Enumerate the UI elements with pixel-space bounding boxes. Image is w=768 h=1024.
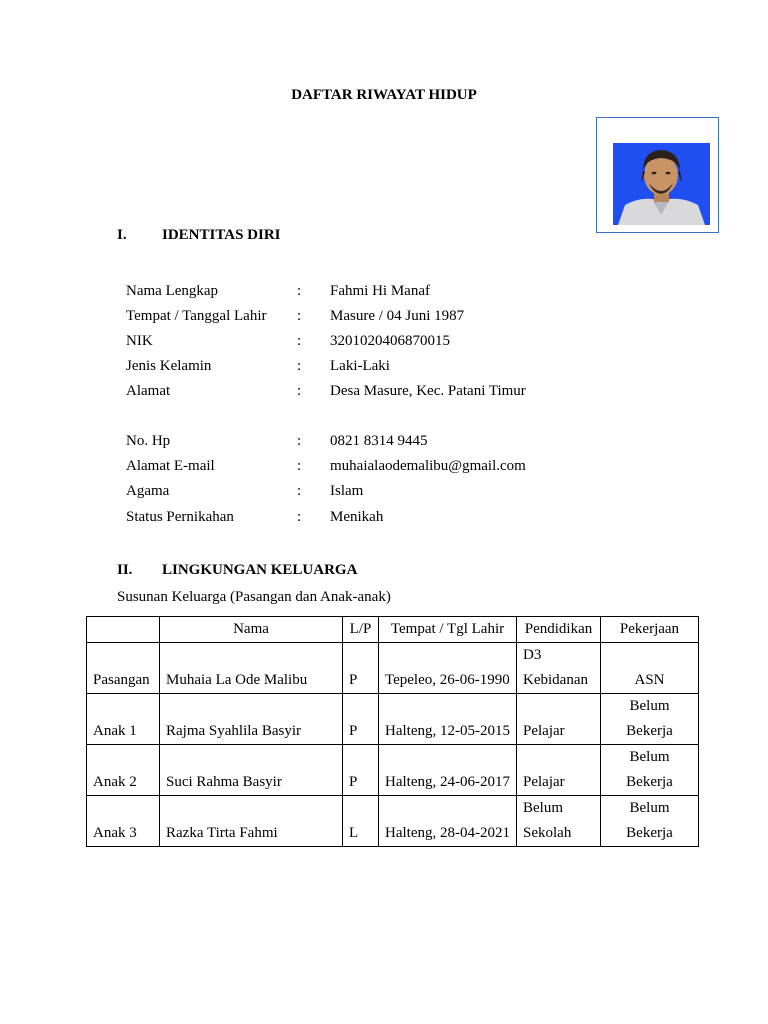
identity-value: Fahmi Hi Manaf <box>330 283 430 299</box>
table-row <box>87 643 699 694</box>
identity-label: Alamat E-mail <box>126 458 215 474</box>
table-cell-relation: Pasangan <box>87 643 160 694</box>
identity-row-nama <box>126 283 726 303</box>
identity-value: Desa Masure, Kec. Patani Timur <box>330 383 526 399</box>
section-family-heading <box>117 562 517 582</box>
table-cell-gender: P <box>343 745 379 796</box>
table-row <box>87 745 699 796</box>
identity-label: Agama <box>126 483 170 499</box>
identity-colon: : <box>297 308 302 324</box>
identity-row-email <box>126 458 726 478</box>
section-title: IDENTITAS DIRI <box>162 227 281 243</box>
identity-colon: : <box>297 283 302 299</box>
section-title: LINGKUNGAN KELUARGA <box>162 562 358 578</box>
section-identity-heading <box>117 227 517 247</box>
table-cell-birth: Tepeleo, 26-06-1990 <box>379 643 517 694</box>
table-cell-gender: P <box>343 643 379 694</box>
table-cell-birth: Halteng, 24-06-2017 <box>379 745 517 796</box>
identity-label: NIK <box>126 333 153 349</box>
table-cell-name: Muhaia La Ode Malibu <box>160 643 343 694</box>
table-cell-education: Belum Sekolah <box>517 796 601 847</box>
family-subtitle: Susunan Keluarga (Pasangan dan Anak-anak) <box>117 589 391 605</box>
table-header: Pekerjaan <box>601 617 699 643</box>
identity-row-phone <box>126 433 726 453</box>
identity-value: Menikah <box>330 509 384 525</box>
table-cell-name: Rajma Syahlila Basyir <box>160 694 343 745</box>
section-number: I. <box>117 227 127 243</box>
table-cell-birth: Halteng, 28-04-2021 <box>379 796 517 847</box>
table-header: L/P <box>343 617 379 643</box>
table-cell-gender: P <box>343 694 379 745</box>
person-portrait-icon <box>613 143 710 225</box>
identity-value: muhaialaodemalibu@gmail.com <box>330 458 526 474</box>
table-cell-occupation: Belum Bekerja <box>601 694 699 745</box>
table-cell-birth: Halteng, 12-05-2015 <box>379 694 517 745</box>
identity-label: Nama Lengkap <box>126 283 219 299</box>
identity-label: Alamat <box>126 383 171 399</box>
table-cell-education: Pelajar <box>517 694 601 745</box>
document-title: DAFTAR RIWAYAT HIDUP <box>291 87 477 103</box>
table-cell-relation: Anak 2 <box>87 745 160 796</box>
identity-row-nik <box>126 333 726 353</box>
table-cell-gender: L <box>343 796 379 847</box>
identity-colon: : <box>297 458 302 474</box>
table-cell-occupation: ASN <box>601 643 699 694</box>
identity-colon: : <box>297 358 302 374</box>
table-cell-relation: Anak 3 <box>87 796 160 847</box>
identity-row-gender <box>126 358 726 378</box>
table-cell-occupation: Belum Bekerja <box>601 745 699 796</box>
identity-value: Islam <box>330 483 364 499</box>
identity-label: Status Pernikahan <box>126 509 234 525</box>
section-number: II. <box>117 562 133 578</box>
table-header <box>87 617 160 643</box>
table-cell-relation: Anak 1 <box>87 694 160 745</box>
identity-value: Laki-Laki <box>330 358 390 374</box>
identity-value: Masure / 04 Juni 1987 <box>330 308 465 324</box>
table-cell-education: Pelajar <box>517 745 601 796</box>
identity-value: 3201020406870015 <box>330 333 450 349</box>
identity-value: 0821 8314 9445 <box>330 433 428 449</box>
table-header: Nama <box>160 617 343 643</box>
identity-colon: : <box>297 483 302 499</box>
table-row <box>87 694 699 745</box>
identity-colon: : <box>297 383 302 399</box>
profile-photo <box>613 143 710 225</box>
identity-row-religion <box>126 483 726 503</box>
table-cell-name: Suci Rahma Basyir <box>160 745 343 796</box>
table-row <box>87 796 699 847</box>
identity-label: Jenis Kelamin <box>126 358 212 374</box>
identity-colon: : <box>297 509 302 525</box>
table-header: Tempat / Tgl Lahir <box>379 617 517 643</box>
table-cell-name: Razka Tirta Fahmi <box>160 796 343 847</box>
photo-frame <box>596 117 719 233</box>
identity-colon: : <box>297 333 302 349</box>
identity-label: No. Hp <box>126 433 171 449</box>
family-table <box>86 616 699 847</box>
identity-row-address <box>126 383 726 403</box>
identity-row-marital <box>126 509 726 529</box>
identity-row-ttl <box>126 308 726 328</box>
identity-label: Tempat / Tanggal Lahir <box>126 308 267 324</box>
table-header: Pendidikan <box>517 617 601 643</box>
table-header-row <box>87 617 699 643</box>
identity-colon: : <box>297 433 302 449</box>
table-cell-occupation: Belum Bekerja <box>601 796 699 847</box>
table-cell-education: D3 Kebidanan <box>517 643 601 694</box>
